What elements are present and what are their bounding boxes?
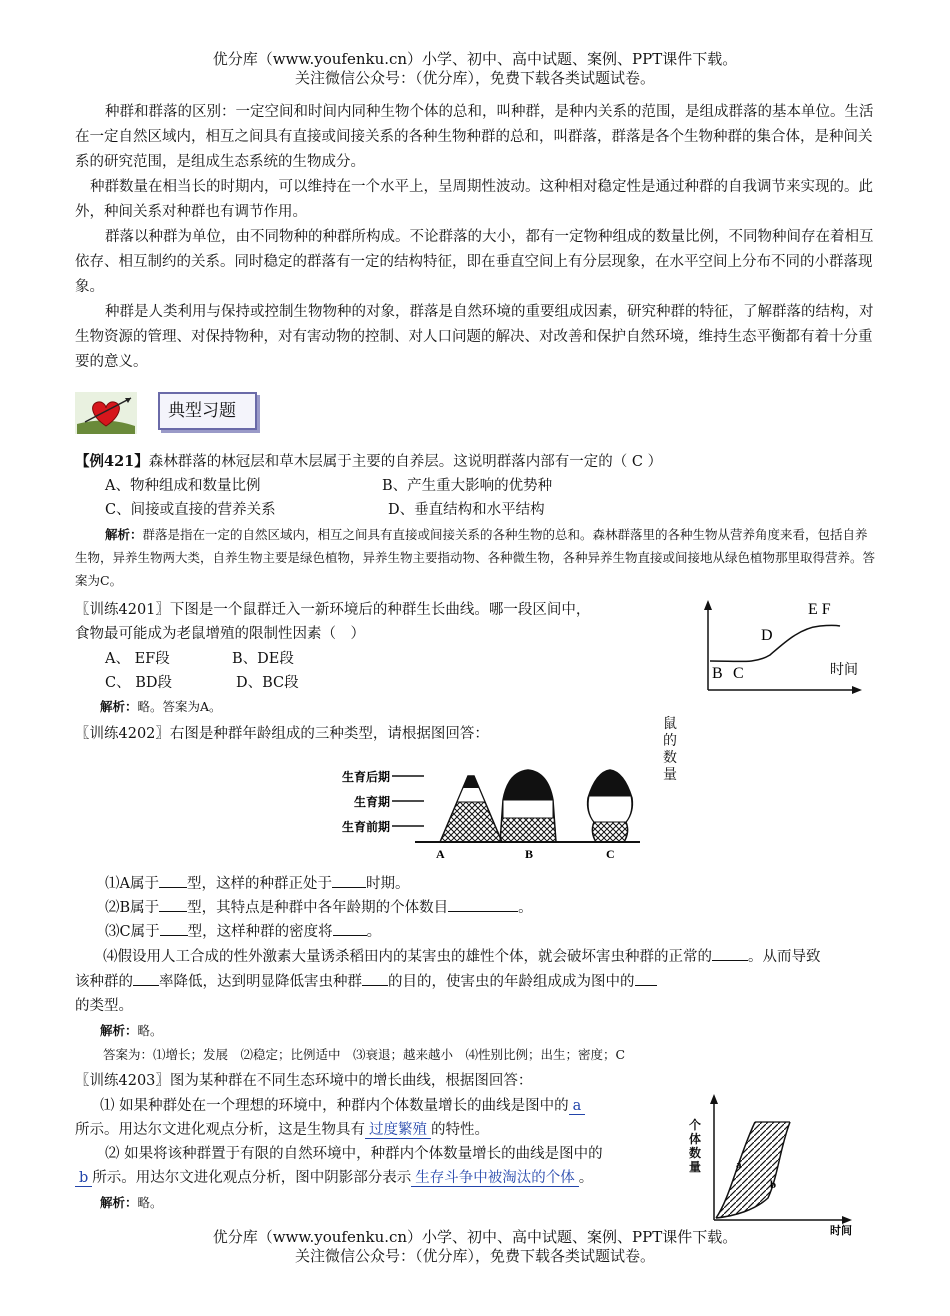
t4203-x-label: 时间 <box>830 1225 852 1237</box>
footer-line-2: 关注微信公众号：（优分库），免费下载各类试题试卷。 <box>294 1247 655 1265</box>
t4202-q2 <box>105 896 533 920</box>
t4201-analysis-text: 略。答案为A。 <box>137 699 222 714</box>
t4202-q2-part-c: 。 <box>518 900 533 916</box>
intro-paragraph-1: 种群和群落的区别：一定空间和时间内同种生物个体的总和，叫种群，是种内关系的范围，是组成群落的基本单位。生活在一定自然区域内，相互之间具有直接或间接关系的各种生物种群的总和，叫群落，群落是各个生物种群的集合体，是种间关系的研究范围，是组成生态系统的生物成分。 <box>75 104 874 170</box>
t4203-q1-part-a: ⑴ 如果种群处在一个理想的环境中，种群内个体数量增长的曲线是图中的 <box>100 1098 569 1114</box>
t4202-q1 <box>105 872 409 896</box>
t4203-q1-line-1 <box>100 1094 585 1118</box>
t4202-q4-line-2 <box>75 970 657 994</box>
t4202-q4-line-3: 的类型。 <box>75 998 133 1014</box>
t4203-q1-answer-2: 过度繁殖 <box>365 1122 431 1139</box>
t4202-analysis <box>100 1019 163 1042</box>
t4202-q1-part-c: 时期。 <box>365 876 410 892</box>
t4201-analysis <box>100 695 222 718</box>
t4203-analysis <box>100 1191 163 1214</box>
t4202-age-pyramid-figure <box>340 760 650 865</box>
t4202-analysis-text: 略。 <box>137 1023 163 1038</box>
t4203-q1-answer-1: a <box>569 1098 586 1115</box>
t4203-q1-part-c: 的特性。 <box>431 1122 489 1138</box>
intro-paragraph-4: 种群是人类利用与保持或控制生物物种的对象，群落是自然环境的重要组成因素，研究种群的特征，了解群落的结构，对生物资源的管理、对保持物种，对有害动物的控制、对人口问题的解决、对改善和保护自然环境，维持生态平衡都有着十分重要的意义。 <box>75 304 874 370</box>
t4203-y-label: 个体数量 <box>689 1118 702 1174</box>
t4202-q2-blank-2[interactable] <box>448 897 518 912</box>
ex421-option-b: B、产生重大影响的优势种 <box>382 478 553 494</box>
t4201-growth-graph <box>690 592 875 792</box>
t4202-pyramid-b <box>500 770 556 842</box>
t4202-pyramid-a <box>440 776 502 842</box>
ex421-label: 【例421】 <box>75 453 149 470</box>
t4201-option-c: C、 BD段 <box>105 675 172 691</box>
t4202-q4-line-1 <box>103 945 821 969</box>
t4202-q4-blank-1[interactable] <box>712 946 748 961</box>
t4202-label-post-reproductive: 生育后期 <box>342 770 391 784</box>
t4202-q1-part-a: ⑴A属于 <box>105 876 159 892</box>
header-line-1: 优分库（www.youfenku.cn）小学、初中、高中试题、案例、PPT课件下载。 <box>212 50 738 68</box>
t4202-q3-part-a: ⑶C属于 <box>105 924 160 940</box>
t4202-label-a: A <box>436 847 445 861</box>
t4201-growth-curve <box>710 625 840 661</box>
t4202-q2-part-b: 型，其特点是种群中各年龄期的个体数目 <box>187 900 449 916</box>
t4201-option-a: A、 EF段 <box>105 651 170 667</box>
section-title-banner <box>150 388 258 432</box>
t4202-q2-blank-1[interactable] <box>159 897 187 912</box>
t4201-question-line-1: 〖训练4201〗下图是一个鼠群迁入一新环境后的种群生长曲线。哪一段区间中， <box>75 602 591 618</box>
ex421-question-text: 森林群落的林冠层和草木层属于主要的自养层。这说明群落内部有一定的（ C ） <box>148 454 663 470</box>
t4202-q4-part-d: 率降低，达到明显降低害虫种群 <box>159 974 362 990</box>
t4202-q2-part-a: ⑵B属于 <box>105 900 160 916</box>
ex421-analysis-label: 解析： <box>105 527 143 542</box>
t4203-analysis-text: 略。 <box>137 1195 163 1210</box>
t4203-shaded-region <box>716 1122 790 1218</box>
section-title: 典型习题 <box>168 401 236 421</box>
t4201-x-label: 时间 <box>830 663 858 678</box>
t4203-y-arrow <box>710 1094 718 1104</box>
t4202-q1-blank-2[interactable] <box>332 873 366 888</box>
t4203-q2-answer-2: 生存斗争中被淘汰的个体 <box>411 1170 579 1187</box>
t4202-q3 <box>105 920 381 944</box>
ex421-question <box>75 450 662 474</box>
t4203-q2-line-1: ⑵ 如果将该种群置于有限的自然环境中，种群内个体数量增长的曲线是图中的 <box>105 1146 603 1162</box>
t4202-q4-blank-4[interactable] <box>635 971 657 986</box>
t4201-y-arrow <box>704 600 712 610</box>
heart-arrow-icon <box>75 392 137 434</box>
t4203-label-a: a <box>736 1159 742 1171</box>
t4202-q4-part-b: 。从而导致 <box>748 949 821 965</box>
t4202-q4-part-a: ⑷假设用人工合成的性外激素大量诱杀稻田内的某害虫的雄性个体，就会破坏害虫种群的正常的 <box>103 949 712 965</box>
t4201-label-c: C <box>733 665 744 682</box>
t4202-analysis-label: 解析： <box>100 1023 138 1038</box>
ex421-option-a: A、物种组成和数量比例 <box>105 478 261 494</box>
t4202-answer: 答案为：⑴增长；发展 ⑵稳定；比例适中 ⑶衰退；越来越小 ⑷性别比例；出生；密度；C <box>103 1047 626 1062</box>
t4202-label-b: B <box>525 847 534 861</box>
t4202-q3-part-c: 。 <box>366 924 382 940</box>
intro-paragraph-2: 种群数量在相当长的时期内，可以维持在一个水平上，呈周期性波动。这种相对稳定性是通过种群的自我调节来实现的。此外，种间关系对种群也有调节作用。 <box>75 179 873 220</box>
t4203-q1-line-2 <box>75 1118 489 1142</box>
t4201-y-label: 鼠的数量 <box>663 716 677 783</box>
ex421-option-d: D、垂直结构和水平结构 <box>388 502 545 518</box>
t4202-label-pre-reproductive: 生育前期 <box>342 820 391 834</box>
t4202-label-reproductive: 生育期 <box>354 795 391 809</box>
t4203-label-b: b <box>770 1179 777 1191</box>
ex421-analysis-text: 群落是指在一定的自然区域内，相互之间具有直接或间接关系的各种生物的总和。森林群落里的各种生物从营养角度来看，包括自养生物，异养生物两大类，自养生物主要是绿色植物，异养生物主要指动物、各种微生物，各种异养生物直接或间接地从绿色植物那里取得营养。答案为C。 <box>75 527 876 588</box>
t4201-x-arrow <box>852 686 862 694</box>
t4203-q2-answer-1: b <box>75 1170 92 1187</box>
t4202-q3-blank-2[interactable] <box>333 921 367 936</box>
t4202-q1-blank-1[interactable] <box>159 873 187 888</box>
t4202-q3-part-b: 型，这样种群的密度将 <box>187 924 333 940</box>
t4201-label-b: B <box>712 665 723 682</box>
t4202-q4-blank-3[interactable] <box>362 971 388 986</box>
t4201-label-ef: E F <box>808 601 831 618</box>
t4203-q1-part-b: 所示。用达尔文进化观点分析，这是生物具有 <box>75 1122 365 1138</box>
t4202-q1-part-b: 型，这样的种群正处于 <box>186 876 332 892</box>
t4202-q4-blank-2[interactable] <box>133 971 159 986</box>
t4202-q4-part-c: 该种群的 <box>75 974 133 990</box>
t4202-q4-part-e: 的目的，使害虫的年龄组成成为图中的 <box>388 974 635 990</box>
t4203-question: 〖训练4203〗图为某种群在不同生态环境中的增长曲线，根据图回答： <box>75 1073 533 1089</box>
t4203-growth-graph <box>700 1088 865 1238</box>
ex421-option-c: C、间接或直接的营养关系 <box>105 502 276 518</box>
t4201-option-b: B、DE段 <box>232 651 294 667</box>
t4202-question: 〖训练4202〗右图是种群年龄组成的三种类型，请根据图回答： <box>75 726 489 742</box>
t4201-question-line-2: 食物最可能成为老鼠增殖的限制性因素（ ） <box>75 626 365 642</box>
t4202-label-c: C <box>606 847 615 861</box>
t4202-q3-blank-1[interactable] <box>160 921 188 936</box>
t4201-analysis-label: 解析： <box>100 699 138 714</box>
t4203-analysis-label: 解析： <box>100 1195 138 1210</box>
t4201-option-d: D、BC段 <box>236 675 299 691</box>
t4203-q2-part-c: 。 <box>578 1170 594 1186</box>
t4203-q2-line-2 <box>75 1166 593 1190</box>
t4201-label-d: D <box>761 627 773 644</box>
header-line-2: 关注微信公众号：（优分库），免费下载各类试题试卷。 <box>294 69 655 87</box>
intro-paragraph-3: 群落以种群为单位，由不同物种的种群所构成。不论群落的大小，都有一定物种组成的数量比例，不同物种间存在着相互依存、相互制约的关系。同时稳定的群落有一定的结构特征，即在垂直空间上有分层现象，在水平空间上分布不同的小群落现象。 <box>75 229 874 295</box>
ex421-analysis <box>75 523 880 592</box>
t4203-x-arrow <box>842 1216 852 1224</box>
footer-line-1: 优分库（www.youfenku.cn）小学、初中、高中试题、案例、PPT课件下载。 <box>212 1228 738 1246</box>
t4203-q2-part-b: 所示。用达尔文进化观点分析，图中阴影部分表示 <box>92 1170 412 1186</box>
t4202-pyramid-c <box>588 770 633 842</box>
